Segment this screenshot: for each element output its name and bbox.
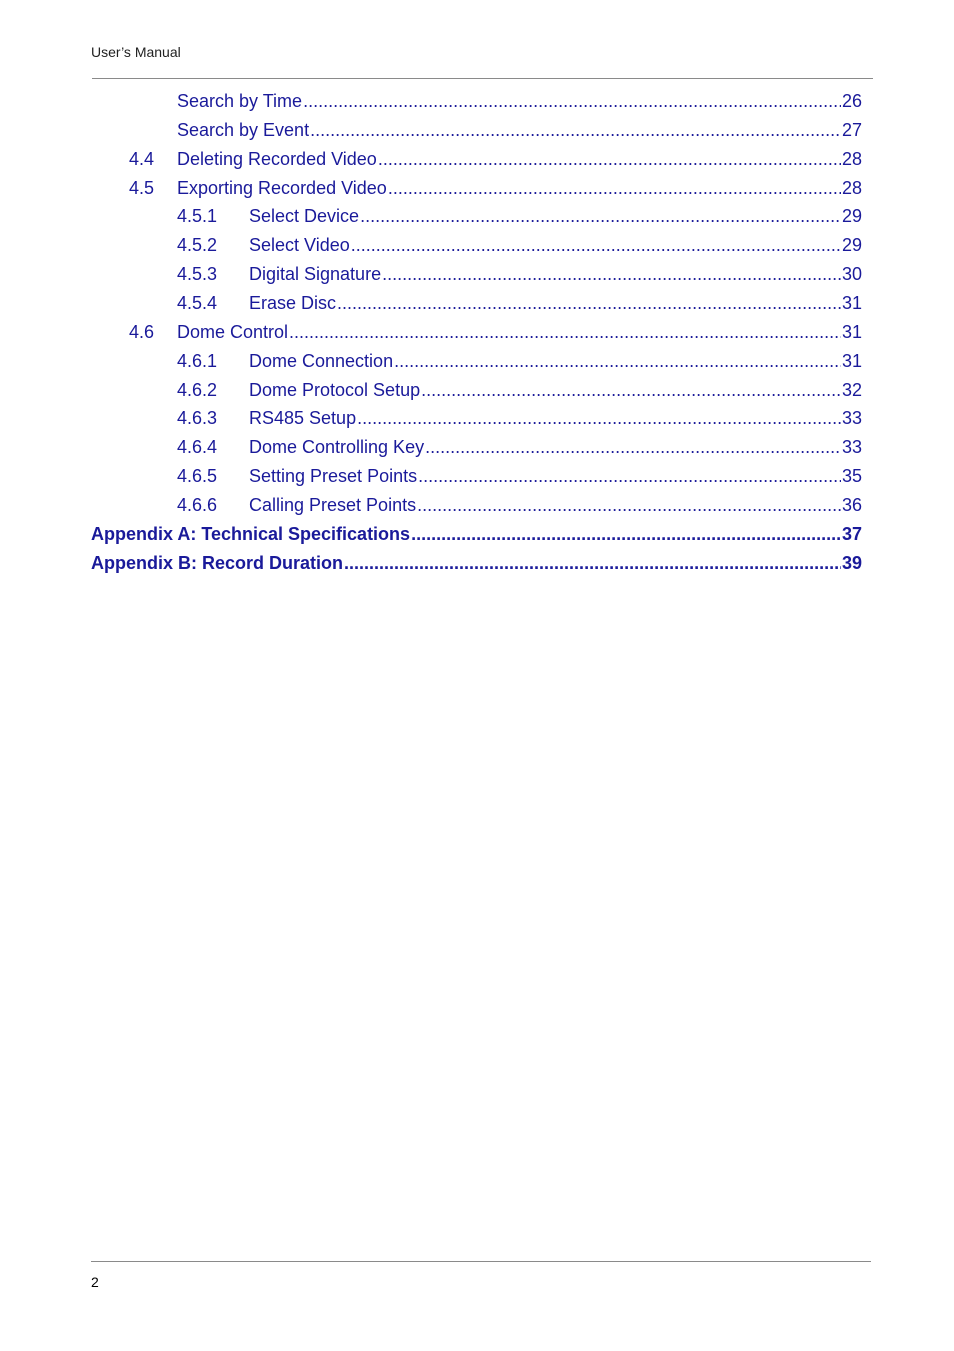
toc-dot-leader xyxy=(360,205,841,227)
toc-dot-leader xyxy=(394,350,841,372)
toc-entry-title[interactable]: Select Video xyxy=(249,235,350,255)
toc-entry-line xyxy=(249,350,862,372)
toc-entry-title[interactable]: Search by Time xyxy=(177,91,303,111)
toc-entry-title[interactable]: Appendix B: Record Duration xyxy=(91,553,344,573)
toc-dot-leader xyxy=(378,148,841,170)
toc-entry-page[interactable]: 28 xyxy=(841,178,862,198)
toc-entry-page[interactable]: 28 xyxy=(841,149,862,169)
toc-entry-title[interactable]: Digital Signature xyxy=(249,264,382,284)
toc-entry-number: 4.5.1 xyxy=(177,206,218,226)
toc-entry-line xyxy=(177,119,862,141)
footer-page-number: 2 xyxy=(91,1274,99,1290)
toc-entry-title[interactable]: Dome Control xyxy=(177,322,289,342)
toc-dot-leader xyxy=(425,436,841,458)
toc-dot-leader xyxy=(303,90,841,112)
toc-dot-leader xyxy=(388,177,841,199)
toc-entry-title[interactable]: RS485 Setup xyxy=(249,408,357,428)
toc-entry-page[interactable]: 32 xyxy=(841,380,862,400)
toc-entry-line xyxy=(91,523,862,545)
toc-entry-page[interactable]: 36 xyxy=(841,495,862,515)
toc-entry-page[interactable]: 31 xyxy=(841,293,862,313)
toc-entry-title[interactable]: Dome Connection xyxy=(249,351,394,371)
toc-entry-line xyxy=(249,407,862,429)
toc-entry[interactable] xyxy=(91,523,862,545)
toc-entry-title[interactable]: Select Device xyxy=(249,206,360,226)
toc-dot-leader xyxy=(418,465,841,487)
running-header: User’s Manual xyxy=(91,44,181,60)
toc-entry-number: 4.5.4 xyxy=(177,293,218,313)
toc-entry-line xyxy=(177,177,862,199)
toc-entry-title[interactable]: Calling Preset Points xyxy=(249,495,417,515)
toc-entry[interactable] xyxy=(129,148,862,170)
toc-entry-line xyxy=(177,90,862,112)
toc-entry-number: 4.5 xyxy=(129,178,155,198)
toc-entry[interactable] xyxy=(129,321,862,343)
toc-entry-number: 4.6 xyxy=(129,322,155,342)
toc-entry-number: 4.5.3 xyxy=(177,264,218,284)
toc-entry-line xyxy=(177,321,862,343)
toc-entry-number: 4.6.6 xyxy=(177,495,218,515)
toc-entry-line xyxy=(249,292,862,314)
toc-entry-page[interactable]: 29 xyxy=(841,206,862,226)
toc-entry-title[interactable]: Erase Disc xyxy=(249,293,337,313)
toc-entry[interactable] xyxy=(177,119,862,141)
toc-entry-page[interactable]: 27 xyxy=(841,120,862,140)
toc-entry-page[interactable]: 26 xyxy=(841,91,862,111)
toc-entry[interactable] xyxy=(129,177,862,199)
toc-entry-title[interactable]: Exporting Recorded Video xyxy=(177,178,387,198)
toc-entry[interactable] xyxy=(177,436,862,458)
toc-entry[interactable] xyxy=(177,205,862,227)
footer-divider xyxy=(91,1261,871,1262)
toc-entry-number: 4.6.1 xyxy=(177,351,218,371)
toc-entry-number: 4.5.2 xyxy=(177,235,218,255)
toc-entry-line xyxy=(249,436,862,458)
toc-dot-leader xyxy=(337,292,841,314)
toc-dot-leader xyxy=(344,552,841,574)
toc-entry-line xyxy=(249,494,862,516)
toc-dot-leader xyxy=(289,321,841,343)
toc-entry-page[interactable]: 33 xyxy=(841,408,862,428)
toc-entry[interactable] xyxy=(177,465,862,487)
toc-entry-page[interactable]: 30 xyxy=(841,264,862,284)
toc-entry-number: 4.6.2 xyxy=(177,380,218,400)
toc-entry[interactable] xyxy=(177,379,862,401)
toc-entry-title[interactable]: Dome Protocol Setup xyxy=(249,380,421,400)
toc-entry[interactable] xyxy=(177,234,862,256)
toc-dot-leader xyxy=(357,407,841,429)
toc-entry-line xyxy=(249,465,862,487)
toc-entry[interactable] xyxy=(177,407,862,429)
toc-entry-number: 4.6.4 xyxy=(177,437,218,457)
toc-dot-leader xyxy=(310,119,841,141)
toc-entry-line xyxy=(249,205,862,227)
toc-entry-title[interactable]: Setting Preset Points xyxy=(249,466,418,486)
toc-entry[interactable] xyxy=(177,263,862,285)
toc-entry-page[interactable]: 29 xyxy=(841,235,862,255)
toc-entry-page[interactable]: 37 xyxy=(841,524,862,544)
toc-entry[interactable] xyxy=(177,90,862,112)
toc-entry-number: 4.6.5 xyxy=(177,466,218,486)
toc-entry-title[interactable]: Search by Event xyxy=(177,120,310,140)
toc-dot-leader xyxy=(382,263,841,285)
toc-entry-page[interactable]: 31 xyxy=(841,351,862,371)
toc-entry-page[interactable]: 39 xyxy=(841,553,862,573)
toc-entry-title[interactable]: Appendix A: Technical Specifications xyxy=(91,524,411,544)
toc-entry-page[interactable]: 33 xyxy=(841,437,862,457)
toc-dot-leader xyxy=(421,379,841,401)
toc-entry-line xyxy=(249,263,862,285)
toc-dot-leader xyxy=(351,234,841,256)
toc-entry-page[interactable]: 31 xyxy=(841,322,862,342)
toc-entry-line xyxy=(91,552,862,574)
toc-entry[interactable] xyxy=(91,552,862,574)
toc-entry-line xyxy=(249,379,862,401)
toc-entry-title[interactable]: Dome Controlling Key xyxy=(249,437,425,457)
toc-entry-title[interactable]: Deleting Recorded Video xyxy=(177,149,377,169)
toc-dot-leader xyxy=(417,494,841,516)
toc-entry-number: 4.6.3 xyxy=(177,408,218,428)
toc-entry[interactable] xyxy=(177,350,862,372)
toc-entry[interactable] xyxy=(177,292,862,314)
toc-entry[interactable] xyxy=(177,494,862,516)
toc-dot-leader xyxy=(411,523,841,545)
toc-entry-number: 4.4 xyxy=(129,149,155,169)
toc-entry-page[interactable]: 35 xyxy=(841,466,862,486)
toc-entry-line xyxy=(249,234,862,256)
toc-entry-line xyxy=(177,148,862,170)
